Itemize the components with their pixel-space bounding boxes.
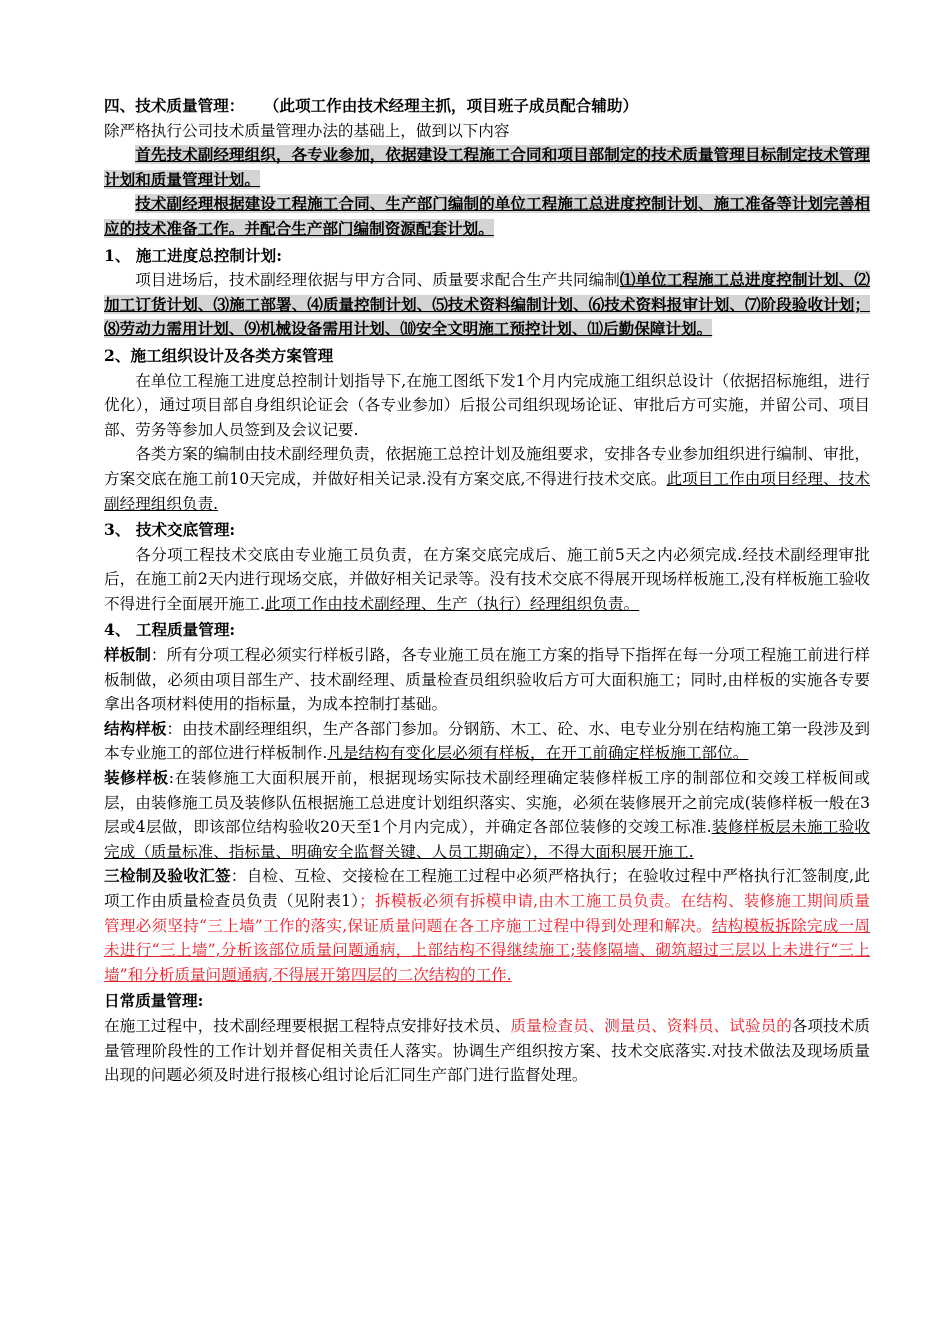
decoration-sample-paragraph [104, 766, 870, 864]
daily-quality-text-2: 各项技术质量管理阶段性的工作计划并督促相关责任人落实。协调生产组织按方案、技术交底落实.对技术做法及现场质量出现的问题必须及时进行报核心组讨论后汇同生产部门进行监督处理。 [104, 1016, 870, 1085]
three-check-text: ：自检、互检、交接检在工程施工过程中必须严格执行；在验收过程中严格执行汇签制度,此项工作由质量检查员负责（见附表1） [104, 867, 870, 910]
document-page [104, 94, 870, 1088]
three-check-red-text: ；拆模板必须有拆模申请,由木工施工员负责。在结构、装修施工期间质量管理必须坚持“三上墙”工作的落实,保证质量问题在各工序施工过程中得到处理和解决。 [104, 892, 870, 935]
subsection-2-paragraph-2 [104, 442, 870, 516]
subsection-2-heading: 2、施工组织设计及各类方案管理 [104, 345, 334, 365]
daily-quality-text-1: 在施工过程中，技术副经理要根据工程特点安排好技术员、 [104, 1016, 511, 1035]
highlight-text-2: 技术副经理根据建设工程施工合同、生产部门编制的单位工程施工总进度控制计划、施工准备等计划完善相应的技术准备工作。并配合生产部门编制资源配套计划。 [104, 194, 870, 238]
three-check-label: 三检制及验收汇签 [104, 866, 231, 886]
sample-system-label: 样板制 [104, 645, 151, 665]
structure-sample-underline: 凡是结构有变化层必须有样板，在开工前确定样板施工部位。 [327, 744, 749, 763]
decoration-sample-text: :在装修施工大面积展开前，根据现场实际技术副经理确定装修样板工序的制部位和交竣工样板间或层，由装修施工员及装修队伍根据施工总进度计划组织落实、实施，必须在装修展开之前完成(装修样板一般在3层或4层做，即该部位结构验收20天至1个月内完成），并确定各部位装修的交竣工标准. [104, 769, 870, 837]
subsection-4-heading: 4、 工程质量管理: [104, 620, 236, 640]
section-4-intro: 除严格执行公司技术质量管理办法的基础上，做到以下内容 [104, 121, 510, 140]
decoration-sample-underline: 装修样板层未施工验收完成（质量标准、指标量、明确安全监督关键、人员工期确定），不得大面积展开施工. [104, 818, 870, 861]
structure-sample-label: 结构样板 [104, 718, 167, 738]
subsection-3-text: 各分项工程技术交底由专业施工员负责，在方案交底完成后、施工前5天之内必须完成.经技术副经理审批后，在施工前2天内进行现场交底，并做好相关记录等。没有技术交底不得展开现场样板施工,没有样板施工验收不得进行全面展开施工. [104, 545, 870, 613]
structure-sample-paragraph [104, 717, 870, 766]
subsection-1-heading: 1、 施工进度总控制计划: [104, 245, 282, 265]
subsection-2-underline: 此项目工作由项目经理、技术副经理组织负责. [104, 469, 870, 513]
daily-quality-red-roles: 质量检查员、测量员、资料员、试验员的 [510, 1016, 792, 1035]
subsection-1-text: 项目进场后，技术副经理依据与甲方合同、质量要求配合生产共同编制 [135, 271, 620, 290]
structure-sample-text: ：由技术副经理组织，生产各部门参加。分钢筋、木工、砼、水、电专业分别在结构施工第一段涉及到本专业施工的部位进行样板制作. [104, 719, 870, 763]
sample-system-text: ：所有分项工程必须实行样板引路，各专业施工员在施工方案的指导下指挥在每一分项工程施工前进行样板制做，必须由项目部生产、技术副经理、质量检查员组织验收后方可大面积施工；同时,由样板的实施各专要拿出各项材料使用的指标量，为成本控制打基础。 [104, 646, 870, 714]
subsection-2-text: 各类方案的编制由技术副经理负责，依据施工总控计划及施组要求，安排各专业参加组织进行编制、审批，方案交底在施工前10天完成，并做好相关记录.没有方案交底,不得进行技术交底。 [104, 445, 870, 488]
decoration-sample-label: 装修样板 [104, 768, 169, 788]
daily-quality-paragraph [104, 1014, 870, 1088]
three-check-paragraph [104, 864, 870, 987]
highlight-text-1: 首先技术副经理组织，各专业参加，依据建设工程施工合同和项目部制定的技术质量管理目标制定技术管理计划和质量管理计划。 [104, 145, 870, 189]
subsection-1-paragraph [104, 268, 870, 342]
subsection-3-paragraph [104, 543, 870, 617]
highlight-paragraph-1 [104, 143, 870, 192]
subsection-2-paragraph-1: 在单位工程施工进度总控制计划指导下,在施工图纸下发1个月内完成施工组织总设计（依据招标施组，进行优化），通过项目部自身组织论证会（各专业参加）后报公司组织现场论证、审批后方可实施，并留公司、项目部、劳务等参加人员签到及会议记要. [104, 371, 870, 439]
three-check-red-underline: 结构模板拆除完成一周未进行“三上墙”,分析该部位质量问题通病，上部结构不得继续施工;装修隔墙、砌筑超过三层以上未进行“三上墙”和分析质量问题通病,不得展开第四层的二次结构的工作. [104, 916, 870, 984]
section-4-heading [104, 94, 870, 119]
highlight-paragraph-2 [104, 192, 870, 241]
section-4-note: （此项工作由技术经理主抓，项目班子成员配合辅助） [263, 96, 639, 115]
sample-system-paragraph [104, 643, 870, 717]
subsection-1-plan-list: ⑴单位工程施工总进度控制计划、⑵加工订货计划、⑶施工部署、⑷质量控制计划、⑸技术资料编制计划、⑹技术资料报审计划、⑺阶段验收计划；⑻劳动力需用计划、⑼机械设备需用计划、⑽安全文明施工预控计划、⑾后勤保障计划。 [104, 270, 870, 339]
section-4-title: 四、技术质量管理： [104, 96, 245, 115]
daily-quality-heading: 日常质量管理: [104, 991, 204, 1011]
subsection-3-underline: 此项工作由技术副经理、生产（执行）经理组织负责。 [264, 594, 640, 613]
subsection-3-heading: 3、 技术交底管理: [104, 520, 236, 540]
